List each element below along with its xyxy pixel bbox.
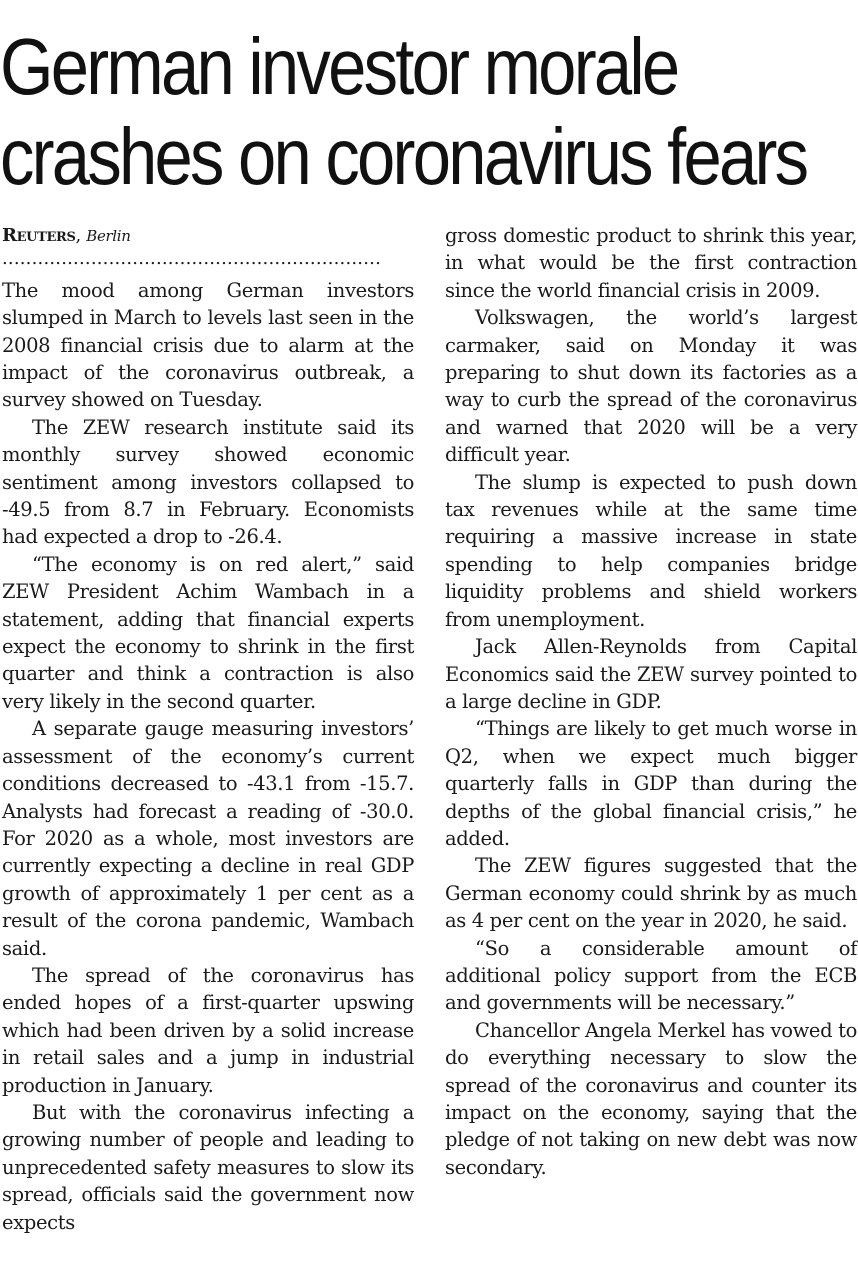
headline-line-1: German investor morale	[0, 22, 678, 111]
paragraph-12: “So a considerable amount of additional policy support from the ECB and governments will be necessary.”	[445, 936, 857, 1015]
byline-location: Berlin	[86, 227, 131, 245]
paragraph-3: “The economy is on red alert,” said ZEW President Achim Wambach in a statement, adding that financial experts expect the economy to shrink in the first quarter and think a contraction is also very likely in the second quarter.	[2, 552, 414, 713]
paragraph-10: “Things are likely to get much worse in Q2, when we expect much bigger quarterly falls in GDP than during the depths of the global financial crisis,” he added.	[445, 717, 857, 850]
paragraph-8: The slump is expected to push down tax revenues while at the same time requiring a massive increase in state spending to help companies bridge liquidity problems and shield workers from unemployment.	[445, 470, 857, 631]
headline-line-2: crashes on coronavirus fears	[0, 112, 807, 201]
paragraph-9: Jack Allen-Reynolds from Capital Economics said the ZEW survey pointed to a large decline in GDP.	[445, 635, 857, 713]
article-column-left	[2, 222, 414, 1236]
paragraph-6: But with the coronavirus infecting a growing number of people and leading to unprecedented safety measures to slow its spread, officials said the government now expects	[2, 1100, 414, 1234]
paragraph-6-continued: gross domestic product to shrink this year, in what would be the first contraction since the world financial crisis in 2009.	[445, 224, 857, 302]
byline-divider: ................................................................	[2, 249, 381, 270]
byline	[2, 222, 414, 249]
headline	[0, 22, 807, 202]
paragraph-7: Volkswagen, the world’s largest carmaker, said on Monday it was preparing to shut down its factories as a way to curb the spread of the coronavirus and warned that 2020 will be a very difficult year.	[445, 306, 857, 467]
byline-separator: ,	[75, 225, 87, 246]
paragraph-11: The ZEW figures suggested that the German economy could shrink by as much as 4 per cent on the year in 2020, he said.	[445, 854, 857, 933]
paragraph-5: The spread of the coronavirus has ended hopes of a first-quarter upswing which had been driven by a solid increase in retail sales and a jump in industrial production in January.	[2, 963, 414, 1097]
paragraph-2: The ZEW research institute said its monthly survey showed economic sentiment among investors collapsed to -49.5 from 8.7 in February. Economists had expected a drop to -26.4.	[2, 415, 414, 549]
article-column-right	[445, 222, 857, 1181]
paragraph-13: Chancellor Angela Merkel has vowed to do everything necessary to slow the spread of the coronavirus and counter its impact on the economy, saying that the pledge of not taking on new debt was now secondary.	[445, 1018, 857, 1179]
byline-agency: Reuters	[2, 225, 76, 246]
paragraph-4: A separate gauge measuring investors’ assessment of the economy’s current conditions decreased to -43.1 from -15.7. Analysts had forecast a reading of -30.0. For 2020 as a whole, most investors are currently expecting a decline in real GDP growth of approximately 1 per cent as a result of the corona pandemic, Wambach said.	[2, 717, 414, 960]
paragraph-1: The mood among German investors slumped in March to levels last seen in the 2008 financial crisis due to alarm at the impact of the coronavirus outbreak, a survey showed on Tuesday.	[2, 278, 414, 412]
